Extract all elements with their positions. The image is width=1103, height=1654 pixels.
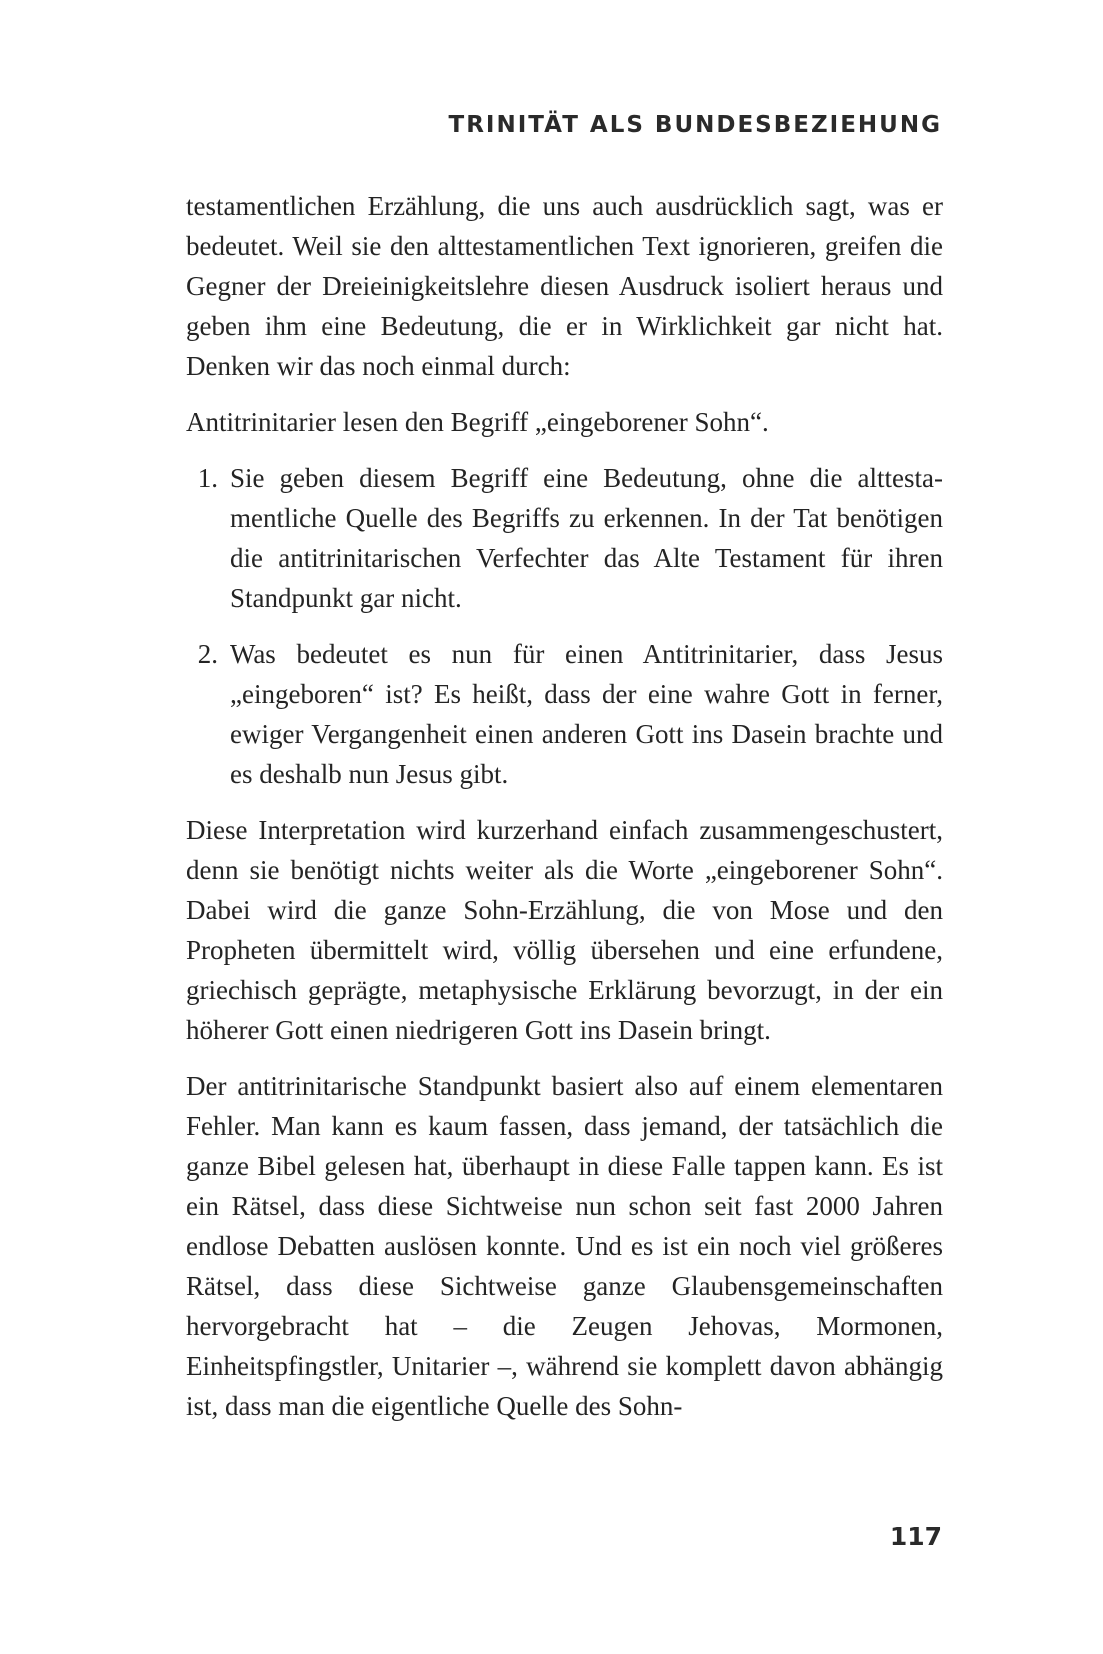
paragraph-3: Diese Interpretation wird kurzerhand einfach zusammengeschustert, denn sie benötigt nichts weiter als die Worte „eingeborener Sohn“. Dabei wird die ganze Sohn-Erzählung, die von Mose und den Propheten übermittelt wird, völlig übersehen und eine erfundene, griechisch geprägte, metaphysische Erklärung bevorzugt, in der ein höherer Gott einen niedrigeren Gott ins Dasein bringt.	[186, 815, 943, 1045]
list-item	[186, 634, 943, 794]
list-item-number: 2.	[197, 639, 218, 669]
page-number: 117	[889, 1522, 942, 1551]
paragraph-2: Antitrinitarier lesen den Begriff „eingeborener Sohn“.	[186, 407, 769, 437]
list-item-text: Was bedeutet es nun für einen Antitrinitarier, dass Jesus „eingeboren“ ist? Es heißt, dass der eine wahre Gott in ferner, ewiger Vergangenheit einen anderen Gott ins Dasein brachte und es deshalb nun Jesus gibt.	[230, 639, 943, 789]
numbered-list	[186, 458, 943, 794]
list-item	[186, 458, 943, 618]
running-header: TRINITÄT ALS BUNDESBEZIEHUNG	[448, 112, 942, 138]
list-item-text: Sie geben diesem Begriff eine Bedeutung, ohne die alttestamentliche Quelle des Begriffs zu erkennen. In der Tat benötigen die antitrinitarischen Verfechter das Alte Testament für ihren Standpunkt gar nicht.	[230, 463, 943, 613]
body-text	[186, 186, 943, 1442]
paragraph-4: Der antitrinitarische Standpunkt basiert also auf einem elementaren Fehler. Man kann es kaum fassen, dass jemand, der tatsächlich die ganze Bibel gelesen hat, überhaupt in diese Falle tappen kann. Es ist ein Rätsel, dass diese Sichtweise nun schon seit fast 2000 Jahren endlose Debatten auslösen konnte. Und es ist ein noch viel größeres Rätsel, dass diese Sichtweise ganze Glaubensgemeinschaften hervorgebracht hat – die Zeugen Jehovas, Mormonen, Einheitspfingstler, Unitarier –, während sie komplett davon abhängig ist, dass man die eigentliche Quelle des Sohn-	[186, 1071, 943, 1421]
paragraph-1: testamentlichen Erzählung, die uns auch ausdrücklich sagt, was er bedeutet. Weil sie den alttestamentlichen Text ignorieren, greifen die Gegner der Dreieinigkeitslehre diesen Ausdruck isoliert heraus und geben ihm eine Bedeutung, die er in Wirklichkeit gar nicht hat. Denken wir das noch einmal durch:	[186, 191, 943, 381]
list-item-number: 1.	[197, 463, 218, 493]
